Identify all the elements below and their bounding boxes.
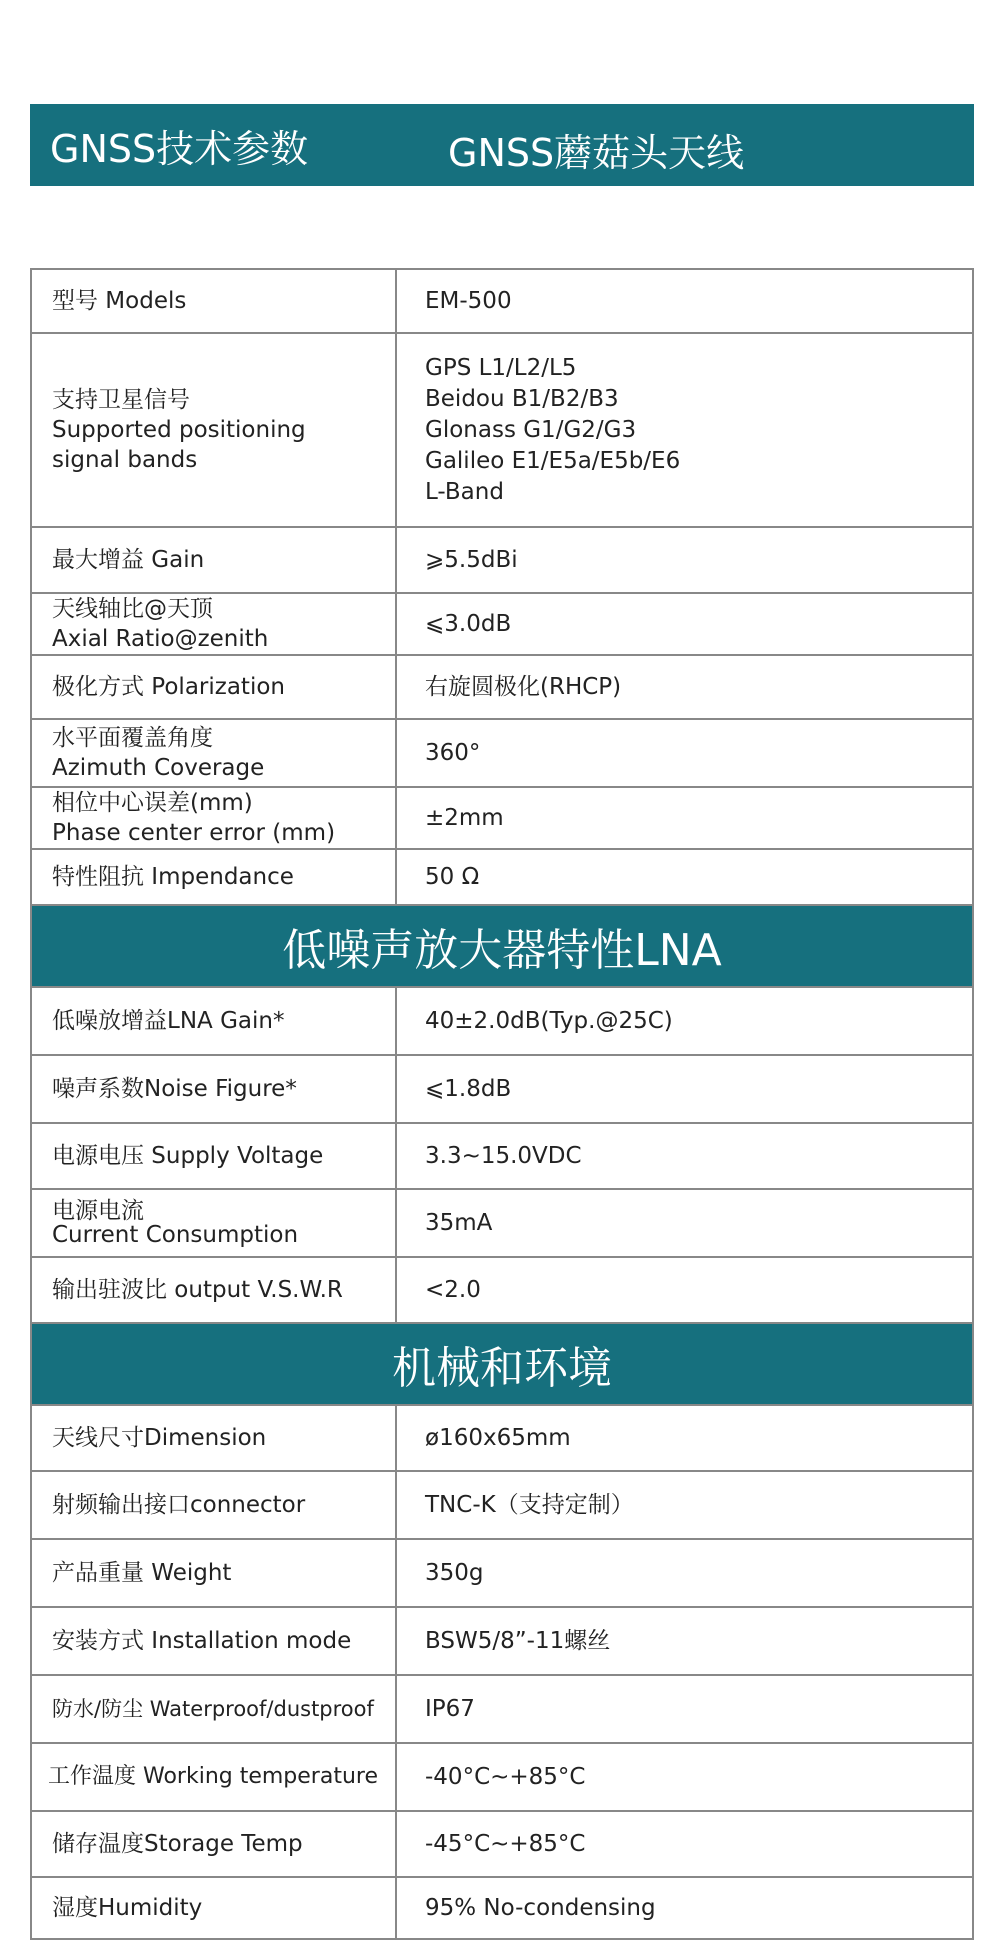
section-header-lna bbox=[30, 906, 974, 988]
section-title-mech: 机械和环境 bbox=[392, 1343, 612, 1394]
row-value: GPS L1/L2/L5 Beidou B1/B2/B3 Glonass G1/G2/G3 Galileo E1/E5a/E5b/E6 L-Band bbox=[425, 354, 681, 505]
header-title-left: GNSS技术参数 bbox=[50, 127, 309, 171]
row-label: 特性阻抗 Impendance bbox=[32, 850, 397, 904]
table-row bbox=[30, 1540, 974, 1608]
row-label: 相位中心误差(mm) Phase center error (mm) bbox=[32, 788, 397, 848]
row-label: 支持卫星信号 Supported positioning signal bands bbox=[32, 334, 397, 526]
row-value: EM-500 bbox=[425, 287, 512, 314]
table-row bbox=[30, 788, 974, 850]
row-label: 噪声系数Noise Figure* bbox=[32, 1056, 397, 1122]
row-label: 天线尺寸Dimension bbox=[32, 1406, 397, 1470]
row-label: 防水/防尘 Waterproof/dustproof bbox=[32, 1676, 397, 1742]
header-banner bbox=[30, 104, 974, 186]
row-label: 水平面覆盖角度 Azimuth Coverage bbox=[32, 720, 397, 786]
header-title-right: GNSS蘑菇头天线 bbox=[448, 131, 745, 175]
row-value: 360° bbox=[425, 739, 481, 766]
table-row bbox=[30, 1812, 974, 1878]
row-value: BSW5/8”-11螺丝 bbox=[425, 1627, 611, 1654]
row-label: 低噪放增益LNA Gain* bbox=[32, 988, 397, 1054]
row-value: ⩽1.8dB bbox=[425, 1075, 512, 1102]
table-row bbox=[30, 850, 974, 906]
table-row bbox=[30, 1472, 974, 1540]
row-label: 产品重量 Weight bbox=[32, 1540, 397, 1606]
row-label: 极化方式 Polarization bbox=[32, 656, 397, 718]
table-row bbox=[30, 270, 974, 334]
table-row bbox=[30, 988, 974, 1056]
table-row bbox=[30, 594, 974, 656]
row-label: 湿度Humidity bbox=[32, 1878, 397, 1938]
row-label: 输出驻波比 output V.S.W.R bbox=[32, 1258, 397, 1322]
table-row bbox=[30, 1124, 974, 1190]
table-row bbox=[30, 1608, 974, 1676]
row-label: 天线轴比@天顶 Axial Ratio@zenith bbox=[32, 594, 397, 654]
table-row bbox=[30, 528, 974, 594]
row-value: -40°C~+85°C bbox=[425, 1763, 586, 1790]
row-label: 电源电流 Current Consumption bbox=[32, 1190, 397, 1256]
table-row bbox=[30, 1878, 974, 1940]
row-value: 95% No-condensing bbox=[425, 1894, 656, 1921]
row-value: ±2mm bbox=[425, 804, 504, 831]
table-row bbox=[30, 1406, 974, 1472]
row-label: 安装方式 Installation mode bbox=[32, 1608, 397, 1674]
row-value: 右旋圆极化(RHCP) bbox=[425, 673, 622, 700]
row-value: ⩾5.5dBi bbox=[425, 546, 518, 573]
section-title-lna: 低噪声放大器特性LNA bbox=[282, 925, 722, 976]
table-row bbox=[30, 1190, 974, 1258]
section-header-mech bbox=[30, 1324, 974, 1406]
row-value: 3.3~15.0VDC bbox=[425, 1142, 582, 1169]
row-value: <2.0 bbox=[425, 1276, 481, 1303]
row-label: 电源电压 Supply Voltage bbox=[32, 1124, 397, 1188]
row-value: IP67 bbox=[425, 1695, 475, 1722]
row-value: ⩽3.0dB bbox=[425, 610, 512, 637]
row-value: 50 Ω bbox=[425, 863, 480, 890]
row-value: ø160x65mm bbox=[425, 1424, 571, 1451]
row-value: 35mA bbox=[425, 1209, 493, 1236]
spec-table bbox=[30, 268, 974, 1940]
table-row bbox=[30, 1744, 974, 1812]
row-label: 型号 Models bbox=[32, 270, 397, 332]
table-row bbox=[30, 334, 974, 528]
table-row bbox=[30, 1056, 974, 1124]
row-label: 储存温度Storage Temp bbox=[32, 1812, 397, 1876]
row-value: TNC-K（支持定制） bbox=[425, 1491, 634, 1518]
row-value: -45°C~+85°C bbox=[425, 1830, 586, 1857]
table-row bbox=[30, 656, 974, 720]
row-value: 350g bbox=[425, 1559, 484, 1586]
row-label: 最大增益 Gain bbox=[32, 528, 397, 592]
table-row bbox=[30, 720, 974, 788]
row-label: 工作温度 Working temperature bbox=[32, 1744, 397, 1810]
table-row bbox=[30, 1676, 974, 1744]
row-label: 射频输出接口connector bbox=[32, 1472, 397, 1538]
row-value: 40±2.0dB(Typ.@25C) bbox=[425, 1007, 673, 1034]
table-row bbox=[30, 1258, 974, 1324]
